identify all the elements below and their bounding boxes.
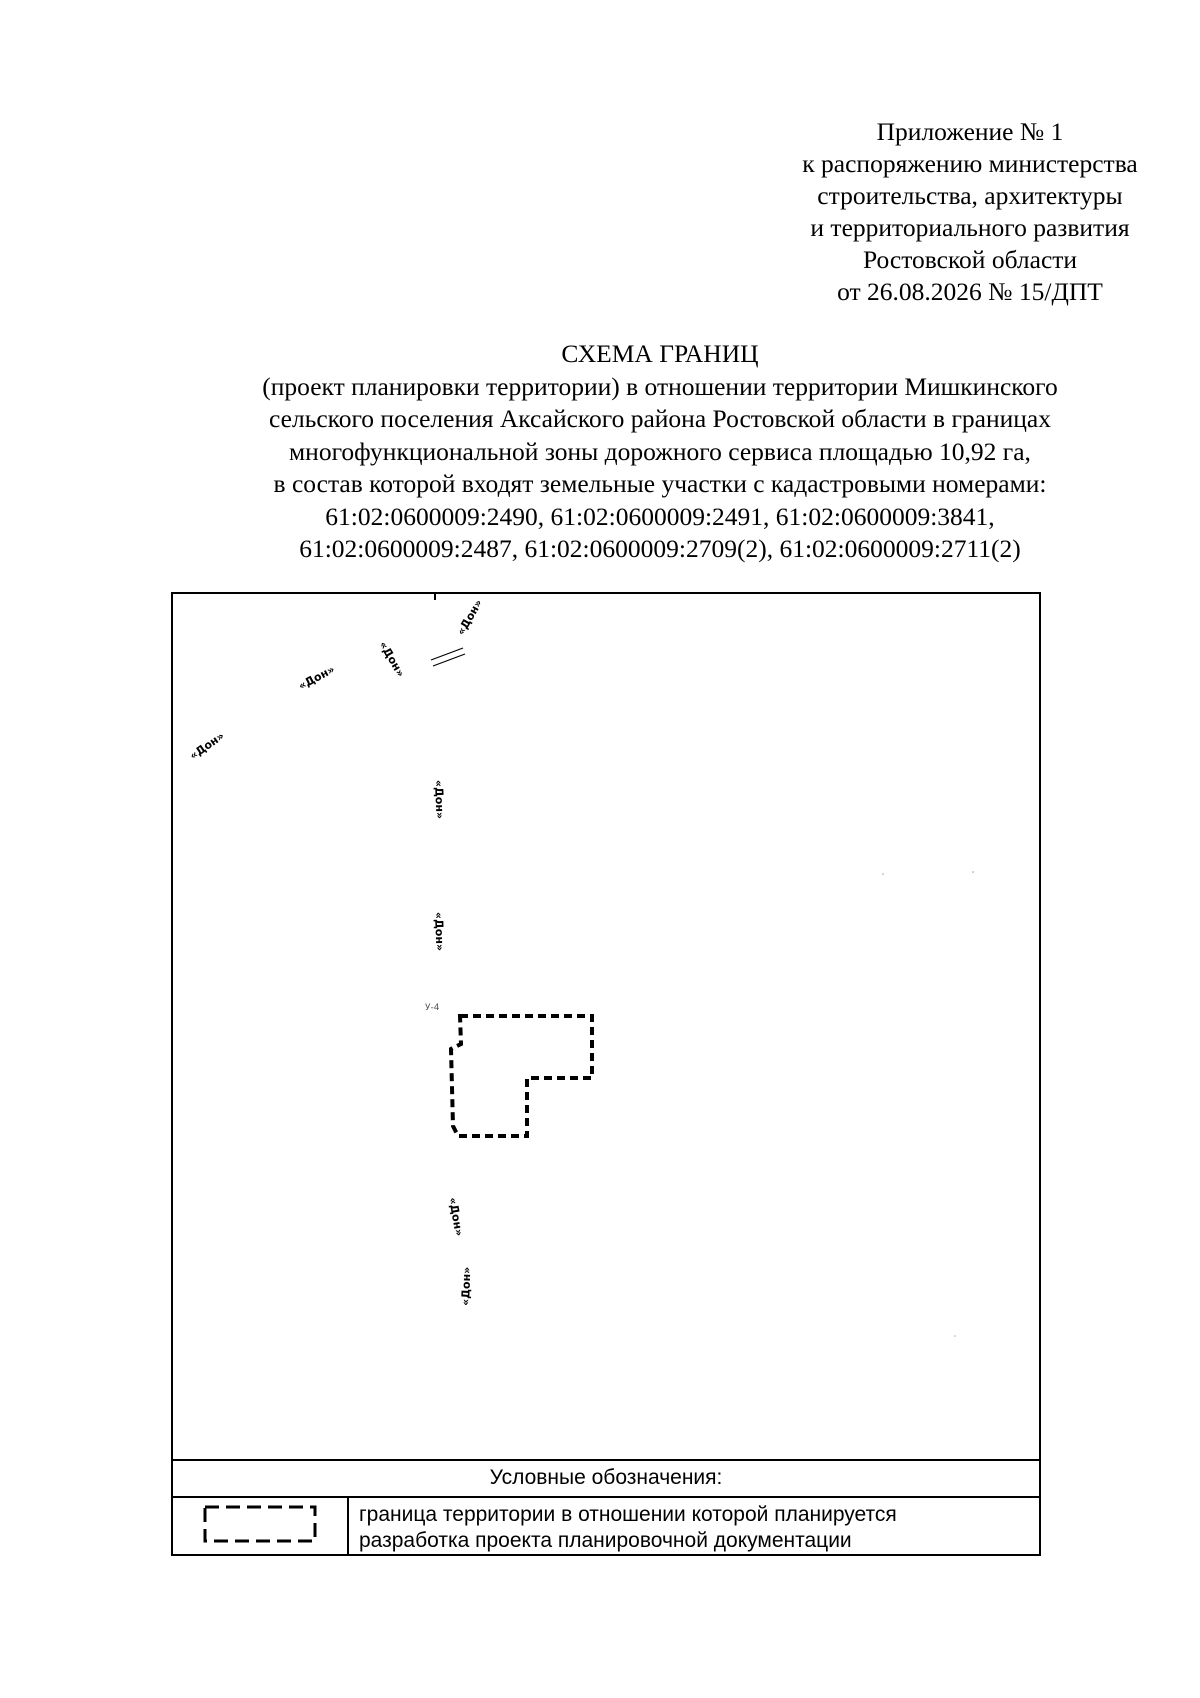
road-label: «Дон»	[187, 729, 227, 763]
map-frame	[171, 592, 1041, 1461]
road-label: «Дон»	[454, 597, 486, 638]
road-line	[431, 648, 463, 660]
scheme-description-line: в состав которой входят земельные участки с кадастровыми номерами:	[273, 469, 1047, 498]
road-label: «Дон»	[459, 1266, 474, 1307]
legend-symbol-cell	[173, 1498, 349, 1554]
scheme-description-line: 61:02:0600009:2487, 61:02:0600009:2709(2), 61:02:0600009:2711(2)	[299, 534, 1021, 563]
legend-header: Условные обозначения:	[171, 1460, 1041, 1498]
road-label: «Дон»	[446, 1196, 466, 1238]
appendix-line: Ростовской области	[862, 245, 1078, 274]
dashed-rectangle-icon	[173, 1498, 347, 1554]
appendix-line: от 26.08.2026 № 15/ДПТ	[837, 277, 1103, 306]
planning-boundary	[451, 1016, 592, 1136]
scheme-description-line: (проект планировки территории) в отношении территории Мишкинского	[262, 371, 1058, 401]
road-label: «Дон»	[296, 662, 337, 693]
appendix-line: строительства, архитектуры	[817, 181, 1123, 210]
appendix-line: Приложение № 1	[876, 117, 1064, 146]
scheme-description-line: 61:02:0600009:2490, 61:02:0600009:2491, 61:02:0600009:3841,	[325, 501, 995, 531]
appendix-block	[700, 116, 1200, 308]
map-speck	[882, 873, 884, 875]
road-label: «Дон»	[376, 639, 408, 680]
road-line	[433, 654, 465, 666]
appendix-line: и территориального развития	[810, 213, 1130, 242]
map-speck	[954, 1335, 956, 1337]
road-label: «Дон»	[432, 911, 447, 952]
legend-text-line: разработка проекта планировочной документации	[359, 1529, 852, 1552]
legend-text-line: граница территории в отношении которой планируется	[359, 1503, 897, 1526]
appendix-line: к распоряжению министерства	[802, 149, 1138, 178]
scheme-title-block	[120, 338, 1200, 566]
legend-row	[171, 1496, 1041, 1556]
scheme-title: СХЕМА ГРАНИЦ	[561, 339, 759, 368]
scheme-description-line: многофункциональной зоны дорожного сервиса площадью 10,92 га,	[289, 436, 1031, 466]
road-label: «Дон»	[432, 779, 447, 820]
map-canvas	[173, 594, 1039, 1459]
scheme-description-line: сельского поселения Аксайского района Ростовской области в границах	[269, 404, 1051, 433]
legend-text	[359, 1502, 1029, 1554]
map-speck	[972, 871, 974, 873]
map-marker-label: У-4	[425, 1003, 440, 1013]
